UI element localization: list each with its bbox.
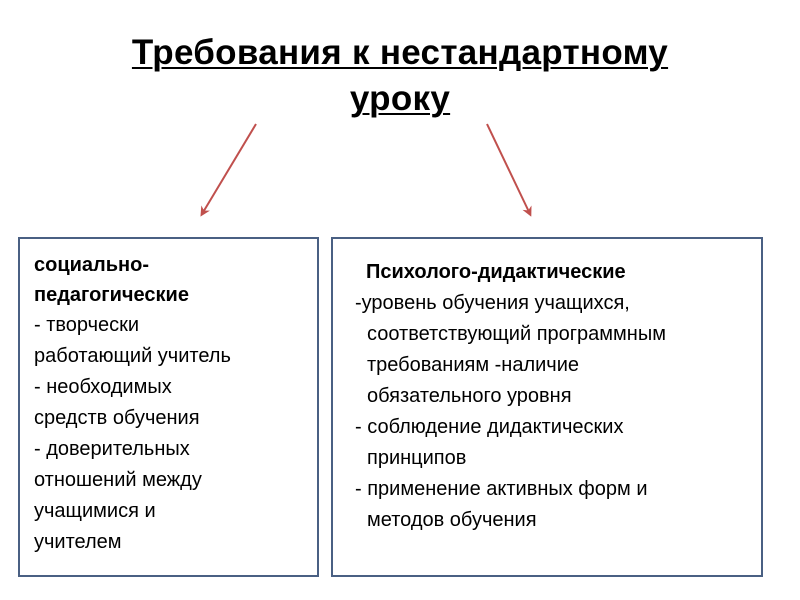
- item-line: средств обучения: [34, 407, 200, 429]
- list-item: [355, 412, 761, 474]
- item-line: - соблюдение дидактических: [355, 416, 624, 438]
- psych-didactic-box: [331, 237, 763, 577]
- social-pedagogical-box: [18, 237, 319, 577]
- item-line: -уровень обучения учащихся,: [355, 292, 630, 314]
- item-line: принципов: [367, 447, 467, 469]
- list-item: [355, 288, 761, 412]
- list-item: [355, 474, 761, 536]
- social-pedagogical-list: [34, 310, 317, 558]
- slide-title: [0, 30, 800, 122]
- list-item: [34, 434, 317, 558]
- heading-line: социально-: [34, 254, 150, 276]
- item-line: учащимися и: [34, 500, 156, 522]
- arrow-left: [202, 124, 256, 214]
- heading-line: педагогические: [34, 284, 189, 306]
- item-line: - доверительных: [34, 438, 190, 460]
- item-line: работающий учитель: [34, 345, 231, 367]
- list-item: [34, 372, 317, 434]
- item-line: - творчески: [34, 314, 140, 336]
- item-line: соответствующий программным: [367, 323, 666, 345]
- psych-didactic-heading: Психолого-дидактические: [366, 261, 626, 283]
- item-line: отношений между: [34, 469, 202, 491]
- item-line: требованиям -наличие: [367, 354, 580, 376]
- item-line: методов обучения: [367, 509, 537, 531]
- list-item: [34, 310, 317, 372]
- social-pedagogical-heading: [34, 250, 317, 310]
- item-line: - применение активных форм и: [355, 478, 648, 500]
- psych-didactic-list: [355, 288, 761, 536]
- title-line-2: уроку: [349, 79, 451, 118]
- arrow-right: [487, 124, 530, 214]
- item-line: - необходимых: [34, 376, 172, 398]
- item-line: обязательного уровня: [367, 385, 572, 407]
- title-line-1: Требования к нестандартному: [131, 33, 669, 72]
- item-line: учителем: [34, 531, 122, 553]
